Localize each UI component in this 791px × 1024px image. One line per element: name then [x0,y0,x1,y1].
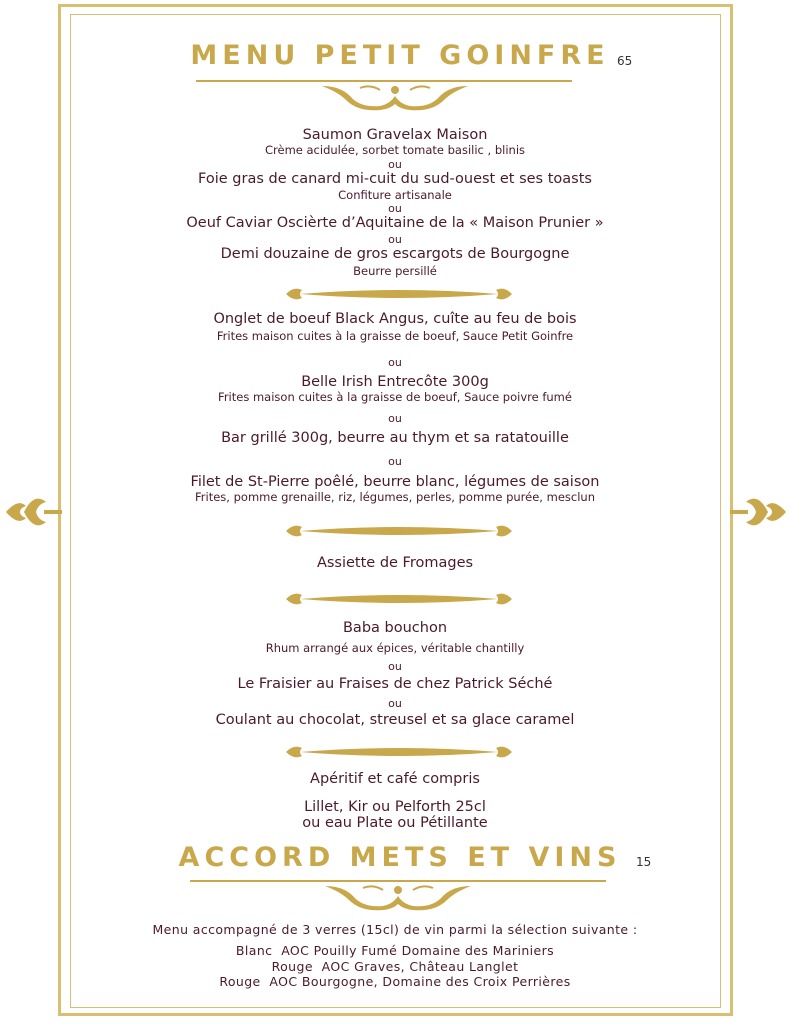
aperitif-note: Apéritif et café compris [310,771,480,787]
pairing-intro: Menu accompagné de 3 verres (15cl) de vin parmi la sélection suivante : [152,922,638,937]
drinks-line: Lillet, Kir ou Pelforth 25cl [304,799,486,815]
wine-row [100,974,690,989]
wine-name: AOC Graves, Château Langlet [321,959,519,974]
or-separator: ou [388,202,402,215]
dish-name: Coulant au chocolat, streusel et sa glace caramel [215,712,575,728]
or-separator: ou [388,356,402,369]
wine-row [100,959,690,974]
pairing-title: ACCORD METS ET VINS [178,842,622,873]
dish-desc: Beurre persillé [353,264,437,278]
dish-name: Baba bouchon [342,620,448,636]
or-separator: ou [388,412,402,425]
dish-name: Saumon Gravelax Maison [302,127,488,143]
scroll-flourish-icon [323,882,473,912]
wine-name: AOC Pouilly Fumé Domaine des Mariniers [281,943,555,958]
dish-desc: Frites, pomme grenaille, riz, légumes, perles, pomme purée, mesclun [195,490,595,504]
dish-desc: Confiture artisanale [338,188,452,202]
wine-name: AOC Bourgogne, Domaine des Croix Perrières [269,974,571,989]
dish-desc: Frites maison cuites à la graisse de boeuf, Sauce Petit Goinfre [216,329,574,343]
pairing-price: 15 [636,855,652,869]
dish-name: Oeuf Caviar Oscièrte d’Aquitaine de la « Maison Prunier » [186,215,604,231]
or-separator: ou [388,697,402,710]
or-separator: ou [388,158,402,171]
or-separator: ou [388,660,402,673]
divider-flourish-icon [286,521,512,541]
or-separator: ou [388,455,402,468]
dish-desc: Frites maison cuites à la graisse de boeuf, Sauce poivre fumé [218,390,572,404]
divider-flourish-icon [286,284,512,304]
wine-color: Blanc [235,943,273,958]
wine-row [100,943,690,958]
dish-name: Filet de St-Pierre poêlé, beurre blanc, légumes de saison [190,474,600,490]
or-separator: ou [388,233,402,246]
dish-name: Demi douzaine de gros escargots de Bourgogne [220,246,570,262]
divider-flourish-icon [286,742,512,762]
dish-desc: Crème acidulée, sorbet tomate basilic , blinis [264,143,526,157]
wine-color: Rouge [271,959,313,974]
menu-title: MENU PETIT GOINFRE [190,40,610,71]
left-fleur-icon [6,488,62,536]
drinks-line: ou eau Plate ou Pétillante [302,815,488,831]
divider-flourish-icon [286,589,512,609]
dish-name: Onglet de boeuf Black Angus, cuîte au feu de bois [213,311,577,327]
wine-color: Rouge [219,974,261,989]
scroll-flourish-icon [320,82,470,112]
dish-name: Foie gras de canard mi-cuit du sud-ouest et ses toasts [198,171,592,187]
dish-name: Bar grillé 300g, beurre au thym et sa ratatouille [221,430,569,446]
dish-name: Belle Irish Entrecôte 300g [301,374,489,390]
dish-desc: Rhum arrangé aux épices, véritable chantilly [265,641,525,655]
right-fleur-icon [730,488,786,536]
dish-name: Le Fraisier au Fraises de chez Patrick Séché [237,676,553,692]
menu-price: 65 [617,54,633,68]
cheese-course: Assiette de Fromages [316,555,474,571]
